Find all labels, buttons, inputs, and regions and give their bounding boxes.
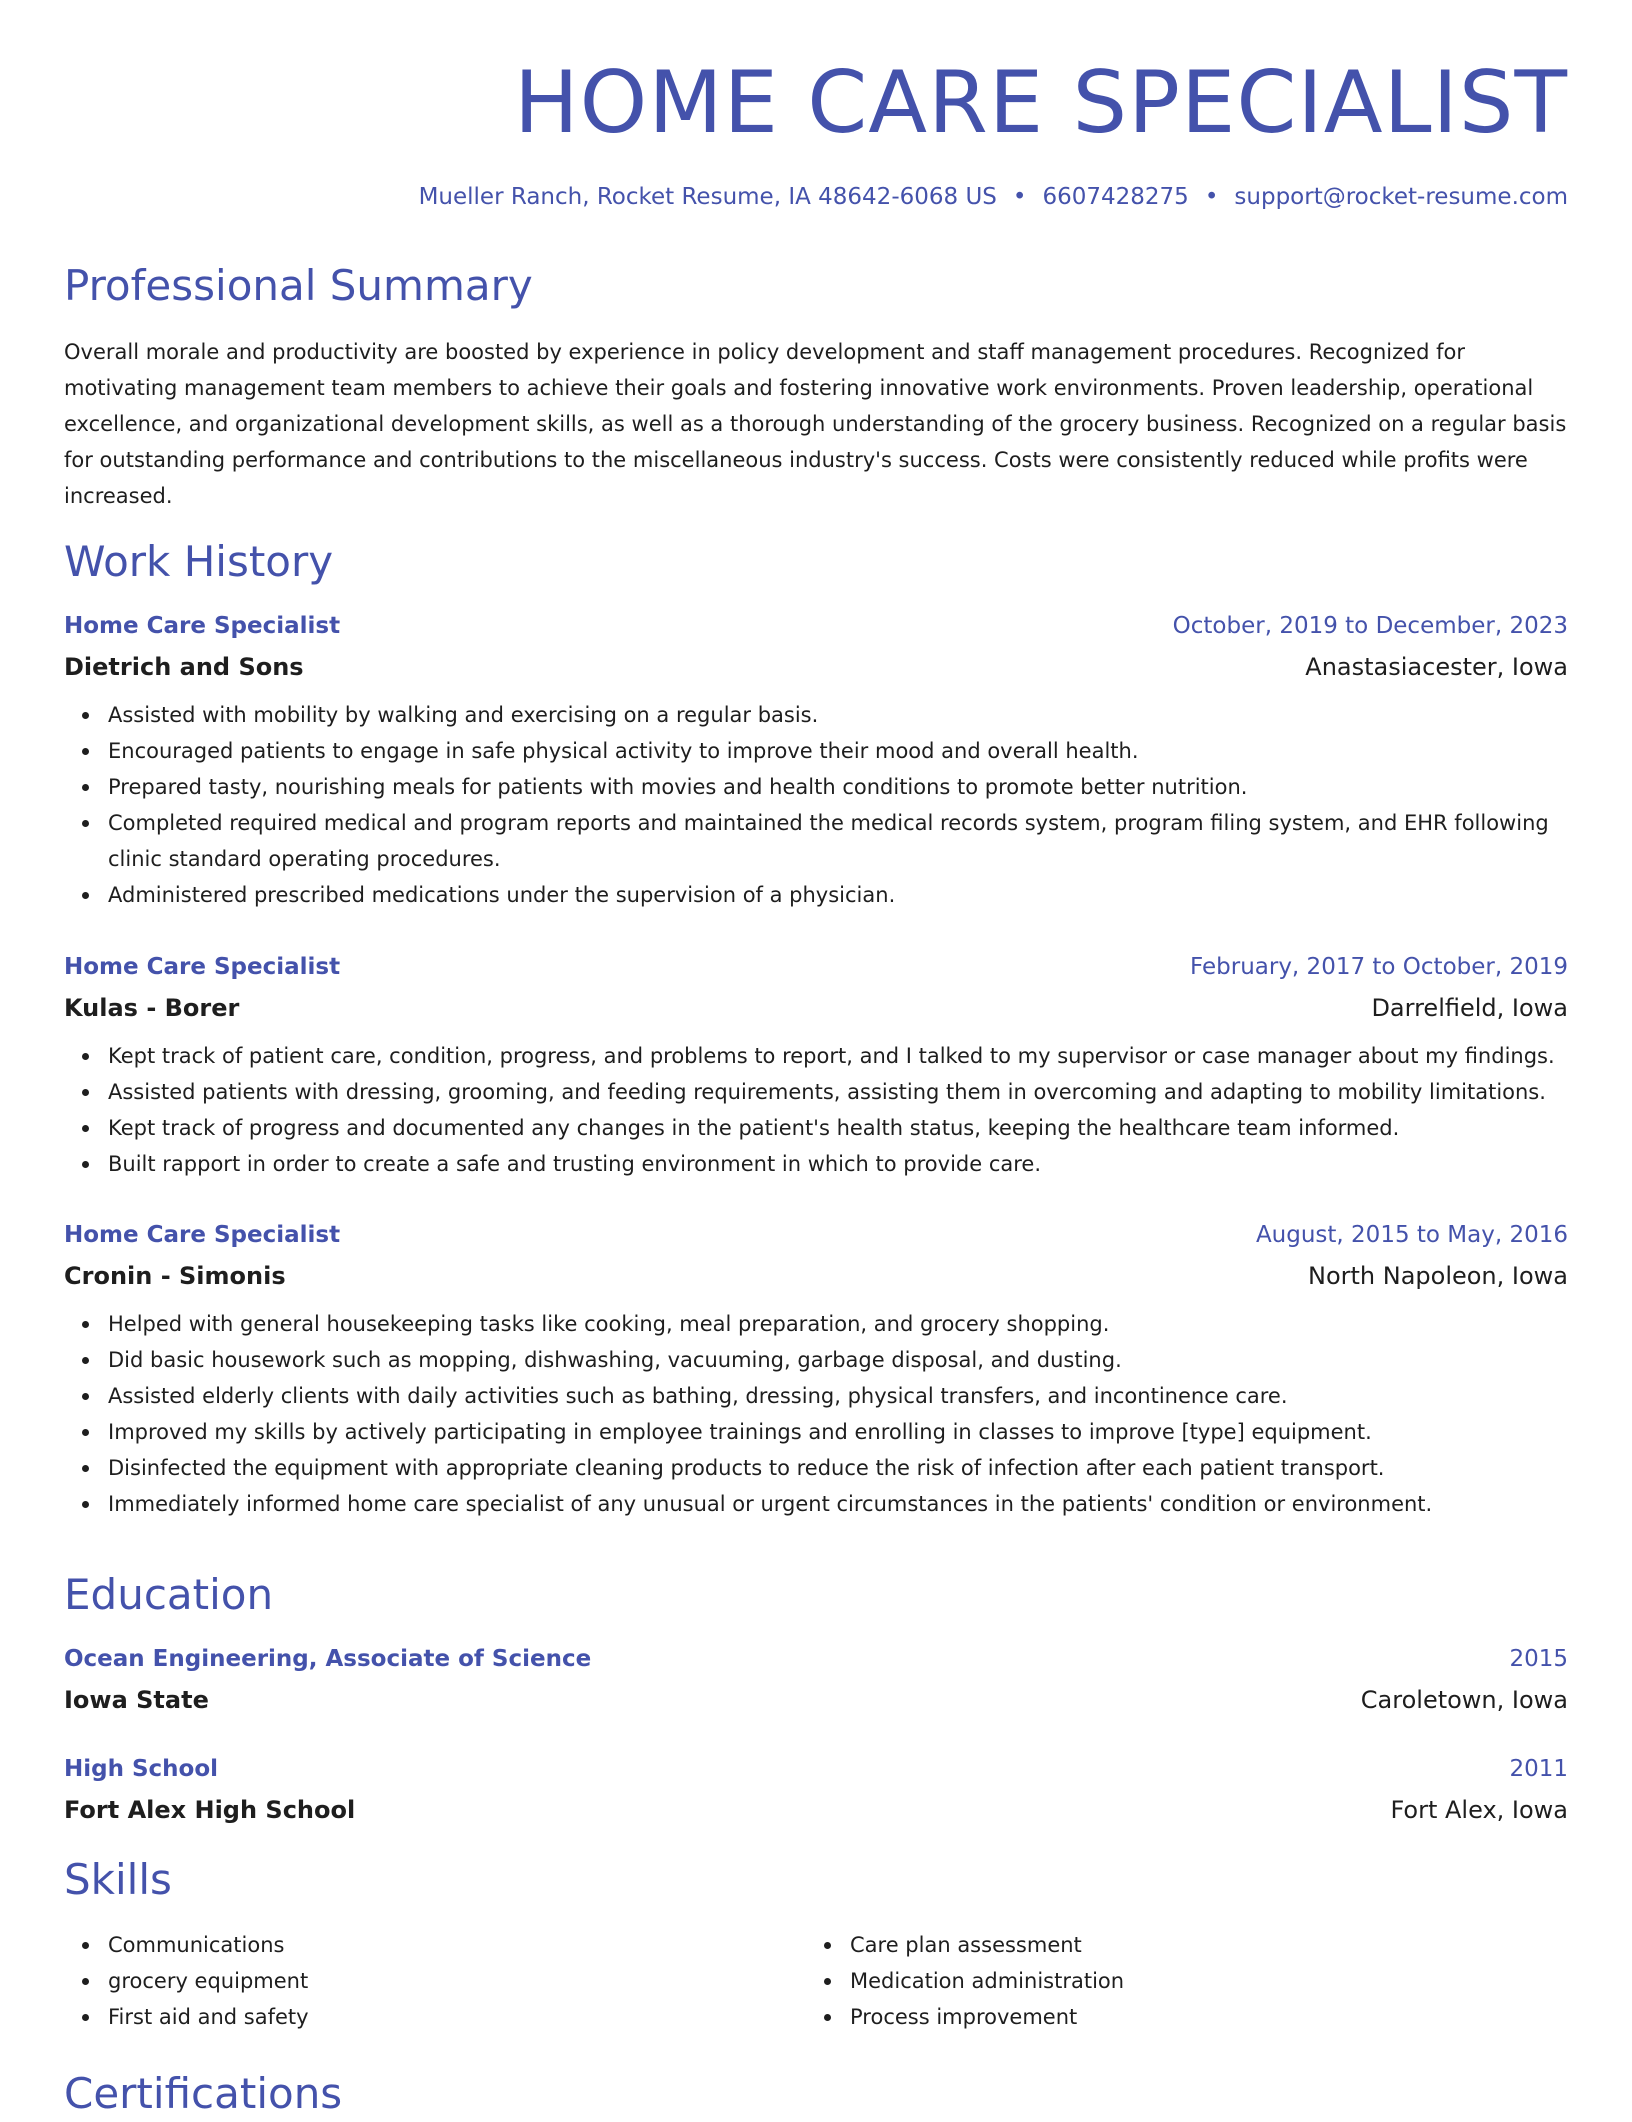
job-dates: February, 2017 to October, 2019 xyxy=(1190,954,1568,980)
skill-item: First aid and safety xyxy=(108,1999,708,2035)
skill-item: Care plan assessment xyxy=(850,1927,1450,1963)
job-entry xyxy=(64,1216,1568,1522)
list-item: Immediately informed home care specialist of any unusual or urgent circumstances in the patients' condition or environment. xyxy=(108,1486,1568,1522)
list-item: Assisted patients with dressing, grooming, and feeding requirements, assisting them in overcoming and adapting to mobility limitations. xyxy=(108,1074,1568,1110)
skill-item: Medication administration xyxy=(850,1963,1450,1999)
skill-item: grocery equipment xyxy=(108,1963,708,1999)
summary-text: Overall morale and productivity are boosted by experience in policy development and staff management procedures. Recognized for motivating management team members to achieve their goals and fostering innovative work environments. Proven leadership, operational excellence, and organizational development skills, as well as a thorough understanding of the grocery business. Recognized on a regular basis for outstanding performance and contributions to the miscellaneous industry's success. Costs were consistently reduced while profits were increased. xyxy=(64,340,1567,508)
job-bullets xyxy=(64,697,1568,913)
list-item: Improved my skills by actively participating in employee trainings and enrolling in classes to improve [type] equipment. xyxy=(108,1414,1568,1450)
skill-item: Communications xyxy=(108,1927,708,1963)
list-item: Did basic housework such as mopping, dishwashing, vacuuming, garbage disposal, and dusting. xyxy=(108,1342,1568,1378)
job-company: Dietrich and Sons xyxy=(64,653,304,681)
education-degree: Ocean Engineering, Associate of Science xyxy=(64,1646,592,1672)
contact-email[interactable]: support@rocket-resume.com xyxy=(1234,184,1568,210)
section-heading-certifications: Certifications xyxy=(64,2069,343,2118)
contact-phone: 6607428275 xyxy=(1042,184,1189,210)
job-dates: October, 2019 to December, 2023 xyxy=(1172,613,1568,639)
section-heading-skills: Skills xyxy=(64,1855,172,1904)
list-item: Built rapport in order to create a safe and trusting environment in which to provide care. xyxy=(108,1146,1568,1182)
education-location: Fort Alex, Iowa xyxy=(1390,1796,1568,1824)
list-item: Helped with general housekeeping tasks like cooking, meal preparation, and grocery shopping. xyxy=(108,1306,1568,1342)
job-company: Kulas - Borer xyxy=(64,994,240,1022)
job-location: Darrelfield, Iowa xyxy=(1371,994,1568,1022)
job-dates: August, 2015 to May, 2016 xyxy=(1255,1222,1568,1248)
contact-line xyxy=(419,180,1568,214)
education-year: 2011 xyxy=(1509,1756,1568,1782)
job-location: North Napoleon, Iowa xyxy=(1307,1262,1568,1290)
job-bullets xyxy=(64,1306,1568,1522)
list-item: Assisted with mobility by walking and exercising on a regular basis. xyxy=(108,697,1568,733)
education-year: 2015 xyxy=(1509,1646,1568,1672)
resume-name: HOME CARE SPECIALIST xyxy=(514,53,1568,153)
job-bullets xyxy=(64,1038,1568,1182)
job-entry xyxy=(64,607,1568,913)
job-title: Home Care Specialist xyxy=(64,1222,341,1248)
education-school: Iowa State xyxy=(64,1686,209,1714)
education-entry xyxy=(64,1640,1568,1720)
job-title: Home Care Specialist xyxy=(64,613,341,639)
education-location: Caroletown, Iowa xyxy=(1360,1686,1568,1714)
job-company: Cronin - Simonis xyxy=(64,1262,286,1290)
skill-item: Process improvement xyxy=(850,1999,1450,2035)
skills-column xyxy=(806,1927,1450,2035)
skills-column xyxy=(64,1927,708,2035)
job-location: Anastasiacester, Iowa xyxy=(1305,653,1568,681)
job-entry xyxy=(64,948,1568,1182)
section-heading-summary: Professional Summary xyxy=(64,261,533,310)
section-heading-education: Education xyxy=(64,1570,274,1619)
list-item: Completed required medical and program reports and maintained the medical records system, program filing system, and EHR following clinic standard operating procedures. xyxy=(108,805,1568,877)
separator-dot: • xyxy=(1012,184,1027,210)
job-title: Home Care Specialist xyxy=(64,954,341,980)
list-item: Kept track of progress and documented any changes in the patient's health status, keeping the healthcare team informed. xyxy=(108,1110,1568,1146)
list-item: Kept track of patient care, condition, progress, and problems to report, and I talked to my supervisor or case manager about my findings. xyxy=(108,1038,1568,1074)
list-item: Disinfected the equipment with appropriate cleaning products to reduce the risk of infection after each patient transport. xyxy=(108,1450,1568,1486)
separator-dot: • xyxy=(1204,184,1219,210)
list-item: Encouraged patients to engage in safe physical activity to improve their mood and overall health. xyxy=(108,733,1568,769)
education-degree: High School xyxy=(64,1756,219,1782)
education-entry xyxy=(64,1750,1568,1830)
contact-address: Mueller Ranch, Rocket Resume, IA 48642-6068 US xyxy=(418,184,997,210)
list-item: Prepared tasty, nourishing meals for patients with movies and health conditions to promote better nutrition. xyxy=(108,769,1568,805)
list-item: Administered prescribed medications under the supervision of a physician. xyxy=(108,877,1568,913)
section-heading-work-history: Work History xyxy=(64,537,334,586)
education-school: Fort Alex High School xyxy=(64,1796,356,1824)
list-item: Assisted elderly clients with daily activities such as bathing, dressing, physical transfers, and incontinence care. xyxy=(108,1378,1568,1414)
